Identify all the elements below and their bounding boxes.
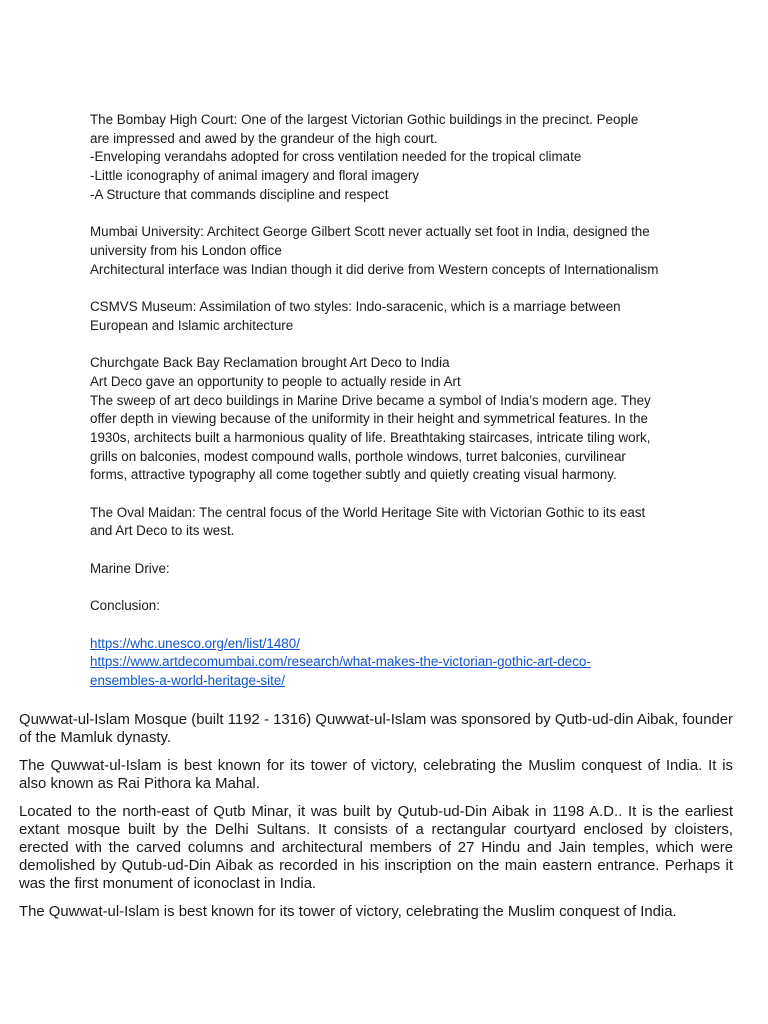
article-paragraph-3: Located to the north-east of Qutb Minar, it was built by Qutub-ud-Din Aibak in 1198 A.D.. It is the earliest extant mosque built by the Delhi Sultans. It consists of a rectangular courtyard enclosed by cloisters, erected with the carved columns and architectural members of 27 Hindu and Jain temples, which were demolished by Qutub-ud-Din Aibak as recorded in his inscription on the main eastern entrance. Perhaps it was the first monument of iconoclast in India. bbox=[19, 804, 733, 892]
spacer bbox=[90, 579, 690, 598]
links-list bbox=[90, 635, 690, 691]
notes-section bbox=[90, 111, 690, 691]
article-paragraph-4: The Quwwat-ul-Islam is best known for its tower of victory, celebrating the Muslim conquest of India. bbox=[19, 904, 677, 920]
oval-maidan-note bbox=[90, 504, 690, 541]
art-deco-note bbox=[90, 354, 690, 485]
museum-note bbox=[90, 298, 690, 335]
high-court-note bbox=[90, 111, 690, 205]
note-line: CSMVS Museum: Assimilation of two styles: Indo-saracenic, which is a marriage between bbox=[90, 299, 621, 314]
note-line: Art Deco gave an opportunity to people to actually reside in Art bbox=[90, 373, 461, 389]
note-line: Churchgate Back Bay Reclamation brought Art Deco to India bbox=[90, 355, 450, 371]
spacer bbox=[90, 485, 690, 504]
note-line: are impressed and awed by the grandeur of the high court. bbox=[90, 130, 438, 146]
article-paragraph-2: The Quwwat-ul-Islam is best known for its tower of victory, celebrating the Muslim conquest of India. It is also known as Rai Pithora ka Mahal. bbox=[19, 758, 733, 792]
note-line: Architectural interface was Indian though it did derive from Western concepts of Internationalism bbox=[90, 261, 659, 277]
spacer bbox=[90, 616, 690, 635]
artdeco-link-line-2[interactable]: ensembles-a-world-heritage-site/ bbox=[90, 672, 285, 688]
note-line: and Art Deco to its west. bbox=[90, 523, 235, 539]
note-line: The Bombay High Court: One of the largest Victorian Gothic buildings in the precinct. People bbox=[90, 112, 639, 127]
spacer bbox=[90, 541, 690, 560]
note-line: university from his London office bbox=[90, 242, 282, 258]
university-note bbox=[90, 223, 690, 279]
note-line: -A Structure that commands discipline and respect bbox=[90, 186, 389, 202]
marine-drive-heading: Marine Drive: bbox=[90, 560, 170, 576]
article-section bbox=[19, 711, 733, 931]
note-line: -Little iconography of animal imagery and floral imagery bbox=[90, 168, 419, 184]
note-line: offer depth in viewing because of the uniformity in their height and symmetrical features. In the bbox=[90, 411, 648, 427]
spacer bbox=[90, 335, 690, 354]
note-line: -Enveloping verandahs adopted for cross ventilation needed for the tropical climate bbox=[90, 149, 582, 165]
note-line: European and Islamic architecture bbox=[90, 317, 294, 333]
note-line: forms, attractive typography all come together subtly and quietly creating visual harmony. bbox=[90, 467, 617, 483]
note-line: Mumbai University: Architect George Gilbert Scott never actually set foot in India, designed the bbox=[90, 224, 650, 240]
article-paragraph-1: Quwwat-ul-Islam Mosque (built 1192 - 1316) Quwwat-ul-Islam was sponsored by Qutb-ud-din Aibak, founder of the Mamluk dynasty. bbox=[19, 712, 733, 746]
note-line: The Oval Maidan: The central focus of the World Heritage Site with Victorian Gothic to its east bbox=[90, 504, 646, 520]
artdeco-link-line-1[interactable]: https://www.artdecomumbai.com/research/what-makes-the-victorian-gothic-art-deco- bbox=[90, 654, 591, 670]
spacer bbox=[90, 205, 690, 224]
conclusion-heading: Conclusion: bbox=[90, 598, 160, 614]
unesco-link[interactable]: https://whc.unesco.org/en/list/1480/ bbox=[90, 635, 300, 651]
note-line: 1930s, architects built a harmonious quality of life. Breathtaking staircases, intricate tiling work, bbox=[90, 429, 651, 445]
note-line: The sweep of art deco buildings in Marine Drive became a symbol of India’s modern age. They bbox=[90, 392, 651, 408]
spacer bbox=[90, 279, 690, 298]
note-line: grills on balconies, modest compound walls, porthole windows, turret balconies, curvilinear bbox=[90, 448, 626, 464]
